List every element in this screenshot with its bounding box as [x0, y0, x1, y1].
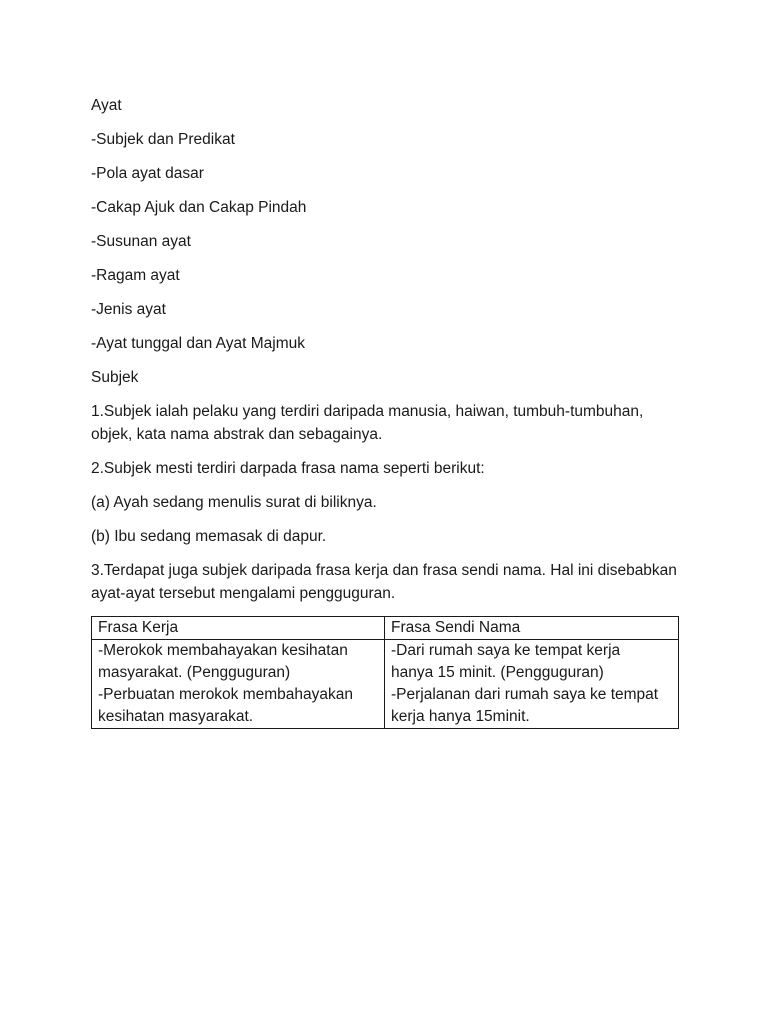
list-item: -Ayat tunggal dan Ayat Majmuk — [91, 335, 305, 352]
table-header-cell: Frasa Sendi Nama — [385, 617, 679, 640]
table-header-row — [92, 617, 679, 640]
cell-line: -Perbuatan merokok membahayakan — [98, 686, 354, 703]
cell-line: kerja hanya 15minit. — [391, 708, 530, 725]
table-cell — [385, 640, 679, 729]
cell-line: masyarakat. (Pengguguran) — [98, 664, 291, 681]
list-item: -Jenis ayat — [91, 301, 166, 318]
heading-ayat: Ayat — [91, 97, 122, 114]
cell-line: -Dari rumah saya ke tempat kerja — [391, 642, 621, 659]
list-item: -Ragam ayat — [91, 267, 180, 284]
heading-subjek: Subjek — [91, 369, 139, 386]
list-item: -Cakap Ajuk dan Cakap Pindah — [91, 199, 307, 216]
document-page — [91, 94, 691, 729]
cell-line: hanya 15 minit. (Pengguguran) — [391, 664, 604, 681]
paragraph-1: 1.Subjek ialah pelaku yang terdiri daripada manusia, haiwan, tumbuh-tumbuhan, objek, kata nama abstrak dan sebagainya. — [91, 403, 644, 443]
example-b: (b) Ibu sedang memasak di dapur. — [91, 528, 327, 545]
paragraph-3: 3.Terdapat juga subjek daripada frasa kerja dan frasa sendi nama. Hal ini disebabkan ayat-ayat tersebut mengalami pengguguran. — [91, 562, 677, 602]
cell-line: -Merokok membahayakan kesihatan — [98, 642, 348, 659]
example-a: (a) Ayah sedang menulis surat di biliknya. — [91, 494, 377, 511]
paragraph-2: 2.Subjek mesti terdiri darpada frasa nama seperti berikut: — [91, 460, 485, 477]
list-item: -Subjek dan Predikat — [91, 131, 235, 148]
table-header-cell: Frasa Kerja — [92, 617, 385, 640]
frasa-table — [91, 616, 679, 729]
cell-line: kesihatan masyarakat. — [98, 708, 254, 725]
cell-line: -Perjalanan dari rumah saya ke tempat — [391, 686, 659, 703]
list-item: -Pola ayat dasar — [91, 165, 204, 182]
table-cell — [92, 640, 385, 729]
list-item: -Susunan ayat — [91, 233, 191, 250]
table-row — [92, 640, 679, 729]
